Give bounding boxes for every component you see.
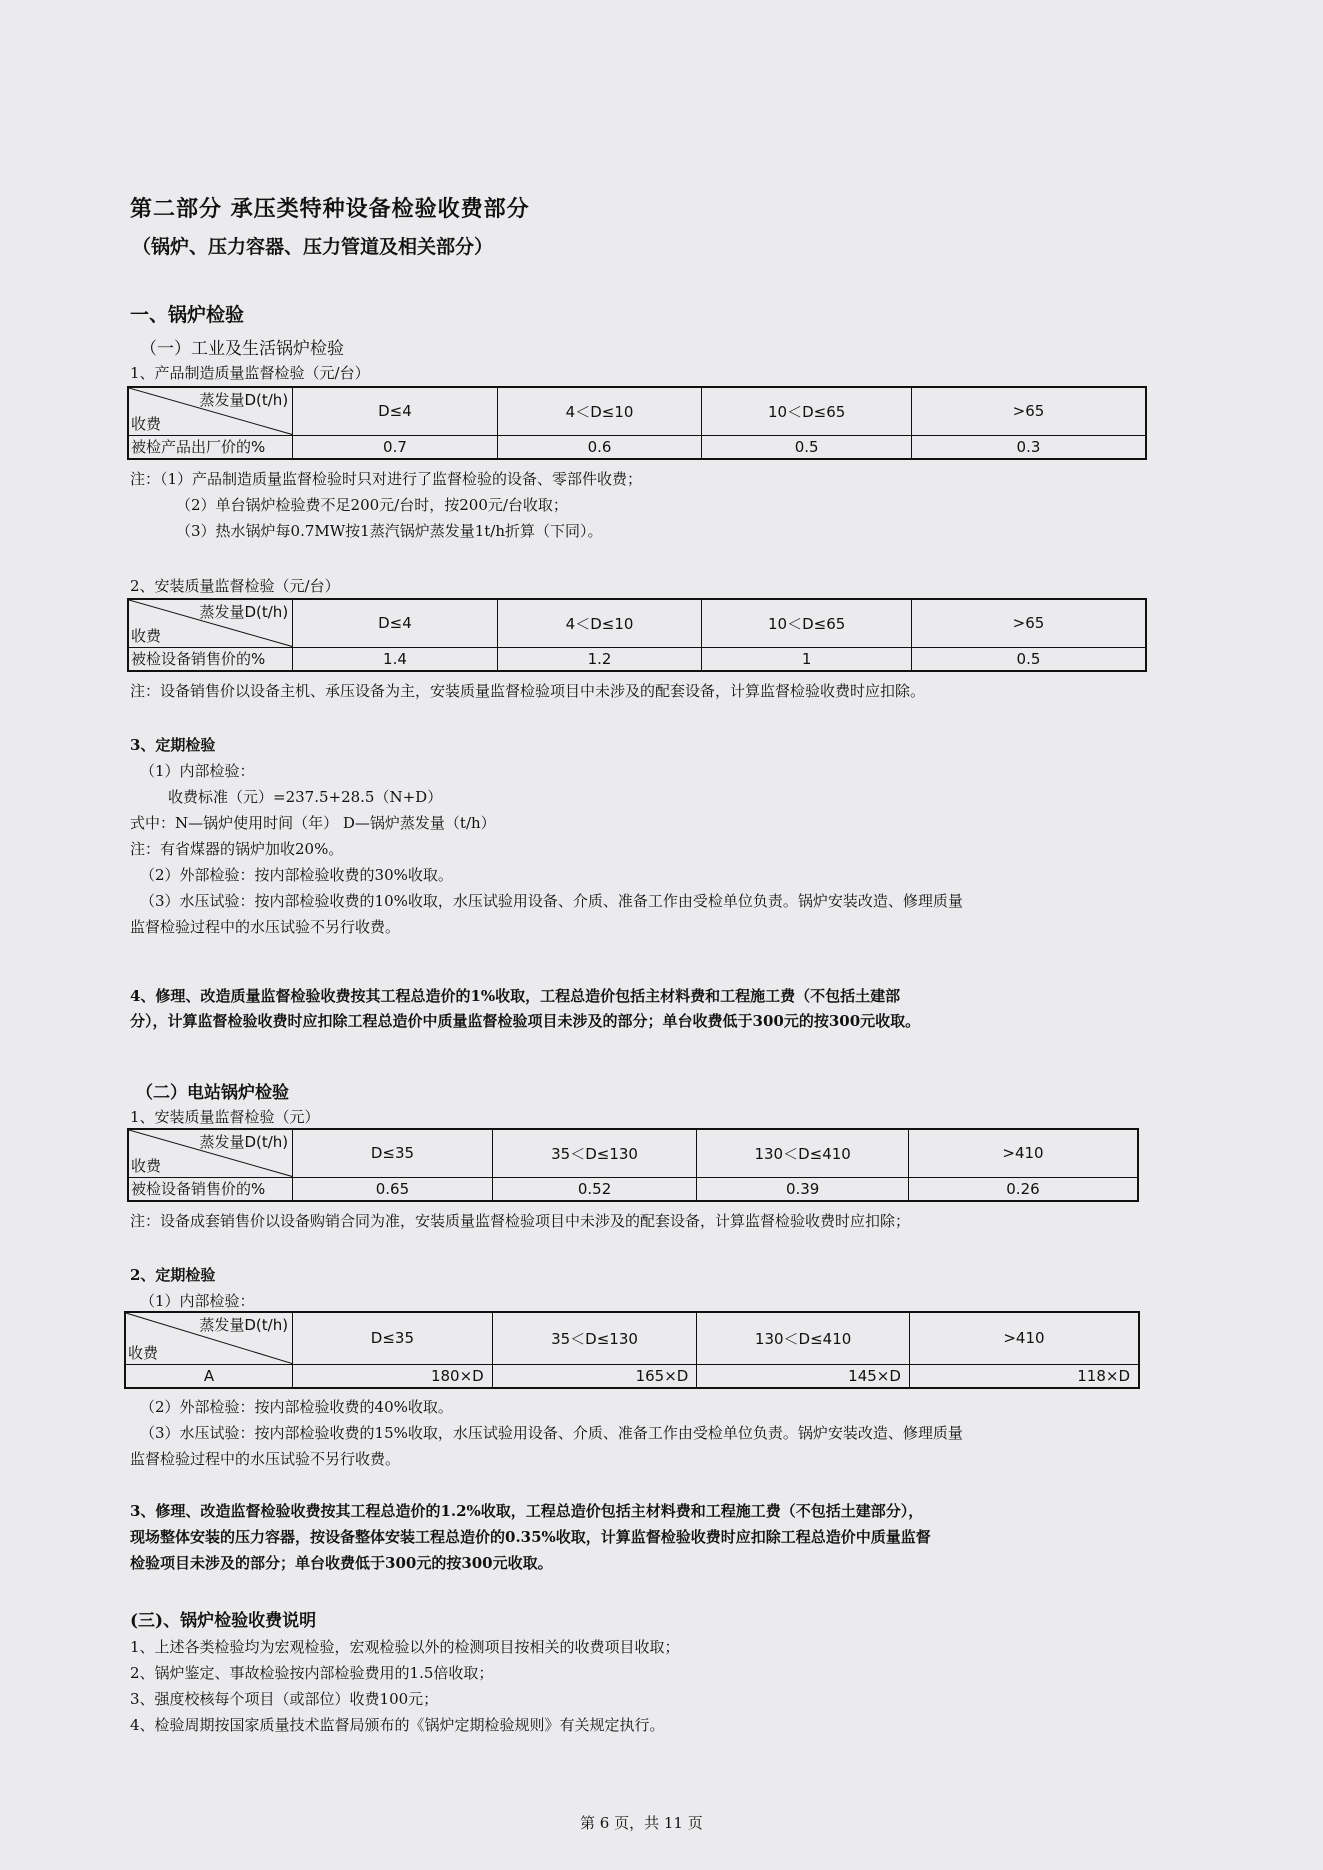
header-cell: D≤4 (293, 599, 498, 647)
item-repair-line: 4、修理、改造质量监督检验收费按其工程总造价的1%收取，工程总造价包括主材料费和工程施工费（不包括土建部 (130, 987, 901, 1005)
row-label: 被检产品出厂价的% (128, 435, 293, 459)
item-periodic-title: 3、定期检验 (130, 736, 216, 754)
formula-line: 收费标准（元）=237.5+28.5（N+D） (168, 788, 443, 806)
text-line: 监督检验过程中的水压试验不另行收费。 (130, 1450, 401, 1468)
value-cell: 0.65 (293, 1177, 493, 1201)
header-cell: 4＜D≤10 (497, 387, 702, 435)
table-diagonal-header: 蒸发量D(t/h) 收费 (128, 387, 293, 435)
value-cell: 0.26 (908, 1177, 1138, 1201)
text-line: （3）水压试验：按内部检验收费的15%收取，水压试验用设备、介质、准备工作由受检单位负责。锅炉安装改造、修理质量 (140, 1424, 963, 1442)
header-cell: D≤4 (293, 387, 498, 435)
item-repair-line: 检验项目未涉及的部分；单台收费低于300元的按300元收取。 (130, 1554, 553, 1572)
header-cell: 130＜D≤410 (697, 1312, 910, 1364)
text-line: （2）外部检验：按内部检验收费的30%收取。 (140, 866, 453, 884)
header-cell: 35＜D≤130 (492, 1312, 697, 1364)
table-diagonal-header: 蒸发量D(t/h) 收费 (125, 1312, 293, 1364)
installation-fee-table (127, 598, 1147, 672)
value-cell: 145×D (697, 1364, 910, 1388)
note-line: 注：设备销售价以设备主机、承压设备为主，安装质量监督检验项目中未涉及的配套设备，计算监督检验收费时应扣除。 (130, 682, 926, 700)
value-cell: 0.7 (293, 435, 498, 459)
value-cell: 165×D (492, 1364, 697, 1388)
header-cell: >65 (911, 599, 1146, 647)
value-cell: 1 (702, 647, 912, 671)
item-periodic-title: 2、定期检验 (130, 1266, 216, 1284)
value-cell: 180×D (293, 1364, 493, 1388)
note-line: 注：（1）产品制造质量监督检验时只对进行了监督检验的设备、零部件收费； (130, 470, 643, 488)
value-cell: 118×D (909, 1364, 1139, 1388)
power-periodic-fee-table (124, 1311, 1140, 1389)
item-repair-line: 分），计算监督检验收费时应扣除工程总造价中质量监督检验项目未涉及的部分；单台收费低于300元的按300元收取。 (130, 1012, 921, 1030)
value-cell: 0.3 (911, 435, 1146, 459)
text-line: 监督检验过程中的水压试验不另行收费。 (130, 918, 401, 936)
table-diagonal-header: 蒸发量D(t/h) 收费 (128, 1129, 293, 1177)
header-cell: D≤35 (293, 1312, 493, 1364)
text-line: （1）内部检验： (140, 762, 255, 780)
item-repair-line: 3、修理、改造监督检验收费按其工程总造价的1.2%收取，工程总造价包括主材料费和工程施工费（不包括土建部分）， (130, 1502, 924, 1520)
note-line: 注：设备成套销售价以设备购销合同为准，安装质量监督检验项目中未涉及的配套设备，计算监督检验收费时应扣除； (130, 1212, 911, 1230)
value-cell: 0.52 (492, 1177, 697, 1201)
text-line: 1、上述各类检验均为宏观检验，宏观检验以外的检测项目按相关的收费项目收取； (130, 1638, 680, 1656)
text-line: 3、强度校核每个项目（或部位）收费100元； (130, 1690, 439, 1708)
page-number: 第 6 页，共 11 页 (580, 1814, 703, 1832)
value-cell: 0.6 (497, 435, 702, 459)
header-cell: 10＜D≤65 (702, 387, 912, 435)
subsection-industrial-boiler: （一）工业及生活锅炉检验 (140, 339, 344, 359)
value-cell: 0.5 (702, 435, 912, 459)
section-boiler-inspection: 一、锅炉检验 (130, 304, 245, 326)
value-cell: 0.39 (697, 1177, 909, 1201)
subsection-power-boiler: （二）电站锅炉检验 (136, 1083, 289, 1103)
header-cell: 35＜D≤130 (492, 1129, 697, 1177)
header-cell: >65 (911, 387, 1146, 435)
note-line: （3）热水锅炉每0.7MW按1蒸汽锅炉蒸发量1t/h折算（下同）。 (176, 522, 603, 540)
header-cell: D≤35 (293, 1129, 493, 1177)
text-line: （3）水压试验：按内部检验收费的10%收取，水压试验用设备、介质、准备工作由受检单位负责。锅炉安装改造、修理质量 (140, 892, 963, 910)
value-cell: 1.4 (293, 647, 498, 671)
note-line: （2）单台锅炉检验费不足200元/台时，按200元/台收取； (176, 496, 568, 514)
power-installation-fee-table (127, 1128, 1139, 1202)
value-cell: 0.5 (911, 647, 1146, 671)
header-cell: 10＜D≤65 (702, 599, 912, 647)
row-label: A (125, 1364, 293, 1388)
text-line: 注：有省煤器的锅炉加收20%。 (130, 840, 344, 858)
header-cell: >410 (909, 1312, 1139, 1364)
value-cell: 1.2 (497, 647, 702, 671)
page-subtitle: （锅炉、压力容器、压力管道及相关部分） (132, 236, 494, 258)
section-fee-notes: (三)、锅炉检验收费说明 (130, 1611, 317, 1631)
row-label: 被检设备销售价的% (128, 647, 293, 671)
text-line: 2、锅炉鉴定、事故检验按内部检验费用的1.5倍收取； (130, 1664, 494, 1682)
header-cell: 4＜D≤10 (497, 599, 702, 647)
page-title: 第二部分 承压类特种设备检验收费部分 (130, 196, 530, 222)
item-repair-line: 现场整体安装的压力容器，按设备整体安装工程总造价的0.35%收取，计算监督检验收费时应扣除工程总造价中质量监督 (130, 1528, 931, 1546)
row-label: 被检设备销售价的% (128, 1177, 293, 1201)
text-line: 4、检验周期按国家质量技术监督局颁布的《锅炉定期检验规则》有关规定执行。 (130, 1716, 665, 1734)
text-line: （1）内部检验： (140, 1292, 255, 1310)
item-installation-title: 1、安装质量监督检验（元） (130, 1108, 320, 1126)
header-cell: 130＜D≤410 (697, 1129, 909, 1177)
table-diagonal-header: 蒸发量D(t/h) 收费 (128, 599, 293, 647)
item-installation-title: 2、安装质量监督检验（元/台） (130, 577, 340, 595)
text-line: （2）外部检验：按内部检验收费的40%收取。 (140, 1398, 453, 1416)
manufacturing-fee-table (127, 386, 1147, 460)
header-cell: >410 (908, 1129, 1138, 1177)
text-line: 式中：N—锅炉使用时间（年） D—锅炉蒸发量（t/h） (130, 814, 496, 832)
item-manufacturing-title: 1、产品制造质量监督检验（元/台） (130, 364, 370, 382)
